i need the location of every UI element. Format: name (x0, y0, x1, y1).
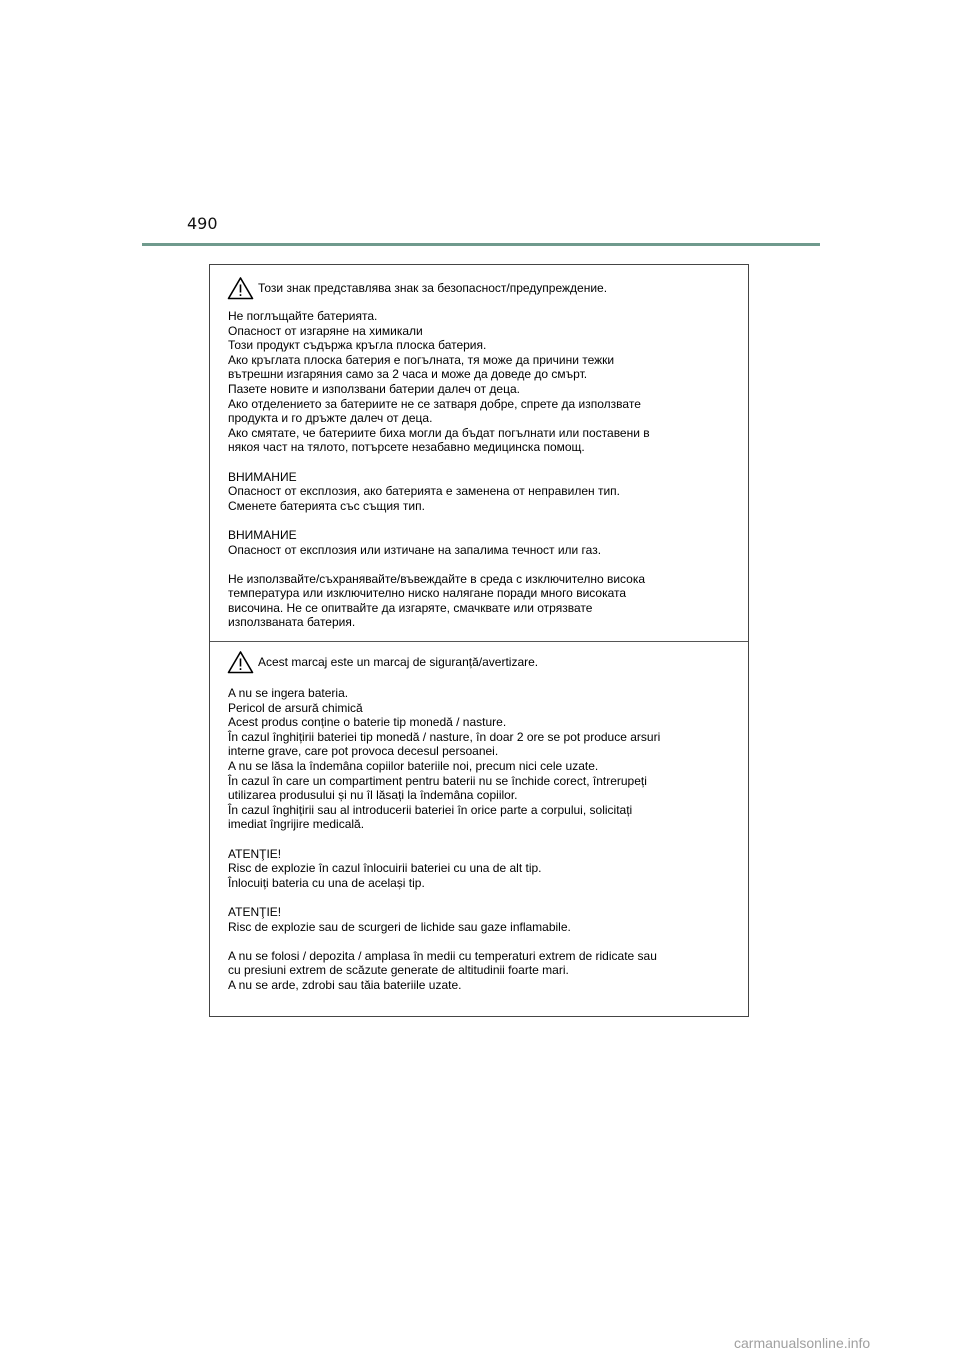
warning-paragraph: A nu se folosi / depozita / amplasa în medii cu temperaturi extrem de ridicate sau cu presiuni extrem de scăzute generate de altitudinii foarte mari. A nu se arde, zdrobi sau tăia bateriile uzate. (228, 948, 657, 992)
warning-body-bulgarian (228, 309, 738, 630)
warning-heading-romanian (227, 650, 538, 674)
warning-heading-bulgarian (227, 276, 607, 300)
warning-heading-text: Този знак представлява знак за безопасност/предупреждение. (258, 281, 608, 295)
warning-section-bulgarian (210, 265, 748, 641)
caution-paragraph: ВНИМАНИЕ Опасност от експлозия или изтичане на запалима течност или газ. (228, 527, 602, 557)
warning-paragraph: Не поглъщайте батерията. Опасност от изгаряне на химикали Този продукт съдържа кръгла плоска батерия. Ако кръглата плоска батерия е погълната, тя може да причини тежки вътрешни изгаряния само за 2 часа и може да доведе до смърт. Пазете новите и използвани батерии далеч от деца. Ако отделението за батериите не се затваря добре, спрете да използвате продукта и го дръжте далеч от деца. Ако смятате, че батериите биха могли да бъдат погълнати или поставени в някоя част на тялото, потърсете незабавно медицинска помощ. (228, 309, 650, 455)
header-rule (142, 243, 820, 246)
warning-triangle-icon (227, 650, 254, 674)
warning-triangle-icon (227, 276, 254, 300)
warning-body-romanian (228, 686, 738, 992)
warning-heading-text: Acest marcaj este un marcaj de siguranță/avertizare. (258, 655, 539, 669)
watermark-text: carmanualsonline.info (734, 1335, 871, 1351)
caution-paragraph: ATENŢIE! Risc de explozie sau de scurgeri de lichide sau gaze inflamabile. (228, 904, 571, 934)
warning-paragraph: Не използвайте/съхранявайте/въвеждайте в среда с изключително висока температура или изключително ниско налягане поради много високата височина. Не се опитвайте да изгаряте, смачквате или отрязвате използваната батерия. (228, 571, 646, 630)
caution-paragraph: ATENŢIE! Risc de explozie în cazul înlocuirii bateriei cu una de alt tip. Înlocuiți bateria cu una de același tip. (228, 846, 542, 890)
warning-paragraph: A nu se ingera bateria. Pericol de arsură chimică Acest produs conține o baterie tip monedă / nasture. În cazul înghițirii bateriei tip monedă / nasture, în doar 2 ore se pot produce arsuri interne grave, care pot provoca decesul persoanei. A nu se lăsa la îndemâna copiilor bateriile noi, precum nici cele uzate. În cazul în care un compartiment pentru baterii nu se închide corect, întrerupeți utilizarea produsului și nu îl lăsați la îndemâna copiilor. În cazul înghițirii sau al introducerii bateriei în orice parte a corpului, solicitați imediat îngrijire medicală. (228, 686, 661, 832)
caution-paragraph: ВНИМАНИЕ Опасност от експлозия, ако батерията е заменена от неправилен тип. Сменете батерията със същия тип. (228, 469, 621, 513)
warning-section-romanian (210, 641, 748, 1017)
battery-warning-box (209, 264, 749, 1017)
page-number: 490 (187, 214, 218, 233)
